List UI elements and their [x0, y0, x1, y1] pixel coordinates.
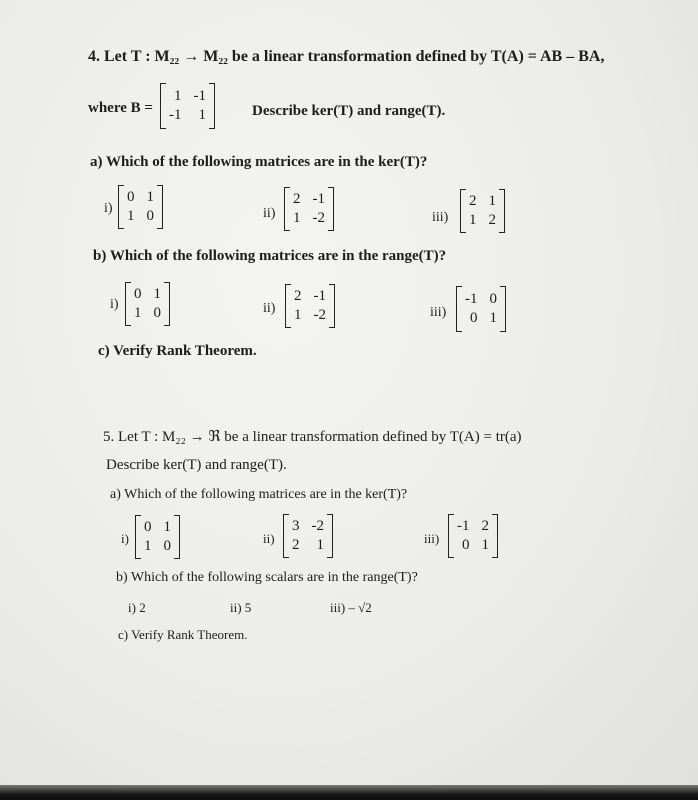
q4-part-c: c) Verify Rank Theorem.: [98, 343, 257, 359]
q5a-ii-label: ii): [263, 531, 275, 546]
matrix-entry: 1: [481, 537, 489, 553]
matrix-entry: 0: [127, 189, 135, 205]
matrix-entry: 0: [489, 291, 497, 307]
q4a-iii-matrix: [460, 190, 505, 232]
matrix-entry: 2: [488, 212, 496, 228]
matrix-entry: 0: [163, 538, 171, 554]
matrix-entry: -1: [313, 288, 326, 304]
matrix-entry: 1: [316, 537, 324, 553]
q4-describe: Describe ker(T) and range(T).: [252, 103, 446, 119]
matrix-entry: 1: [127, 208, 135, 224]
matrix-B: [160, 84, 215, 128]
q5b-ii: ii) 5: [230, 600, 252, 615]
matrix-entry: -2: [312, 210, 325, 226]
matrix-entry: 0: [146, 208, 154, 224]
q4b-i-label: i): [110, 297, 119, 312]
matrix-entry: -1: [169, 107, 182, 123]
q5a-i-label: i): [121, 531, 129, 546]
matrix-entry: 2: [293, 191, 301, 207]
matrix-entry: 2: [481, 518, 489, 534]
q5-describe: Describe ker(T) and range(T).: [106, 457, 287, 473]
q4b-iii-matrix: [456, 287, 506, 331]
matrix-entry: 0: [134, 286, 142, 302]
q4-where-label: where B =: [88, 100, 153, 116]
matrix-entry: -1: [465, 291, 478, 307]
q5b-i: i) 2: [128, 600, 146, 615]
q4-part-b: b) Which of the following matrices are in the range(T)?: [93, 248, 447, 264]
matrix-entry: 0: [470, 310, 478, 326]
q4b-ii-label: ii): [263, 301, 276, 316]
matrix-entry: -2: [313, 307, 326, 323]
matrix-entry: 0: [153, 305, 161, 321]
photo-bottom-edge: [0, 785, 698, 800]
matrix-entry: 1: [469, 212, 477, 228]
q5-part-b: b) Which of the following scalars are in the range(T)?: [116, 570, 418, 585]
matrix-entry: -2: [311, 518, 324, 534]
matrix-entry: 0: [144, 519, 152, 535]
q4b-ii-matrix: [285, 285, 335, 327]
q5-header: 5. Let T : M₂₂ → ℜ be a linear transformation defined by T(A) = tr(a): [103, 429, 522, 445]
matrix-entry: 2: [292, 537, 300, 553]
matrix-entry: 1: [293, 210, 301, 226]
matrix-entry: 0: [462, 537, 470, 553]
matrix-entry: -1: [193, 88, 206, 104]
matrix-entry: 2: [294, 288, 302, 304]
q5a-iii-label: iii): [424, 531, 440, 546]
q5b-iii: iii) – √2: [330, 600, 372, 615]
matrix-entry: 1: [153, 286, 161, 302]
q4a-i-matrix: [118, 186, 163, 228]
matrix-entry: 2: [469, 193, 477, 209]
q4b-iii-label: iii): [430, 305, 447, 320]
matrix-entry: -1: [457, 518, 470, 534]
q4a-ii-matrix: [284, 188, 334, 230]
matrix-entry: 1: [163, 519, 171, 535]
matrix-entry: -1: [312, 191, 325, 207]
q4a-ii-label: ii): [263, 206, 276, 221]
q5a-i-matrix: [135, 516, 180, 558]
q4b-i-matrix: [125, 283, 170, 325]
matrix-entry: 1: [174, 88, 182, 104]
q5-part-c: c) Verify Rank Theorem.: [118, 627, 248, 642]
matrix-entry: 1: [489, 310, 497, 326]
q5a-ii-matrix: [283, 515, 333, 557]
matrix-entry: 1: [146, 189, 154, 205]
matrix-entry: 1: [144, 538, 152, 554]
matrix-entry: 1: [294, 307, 302, 323]
q4-header: 4. Let T : M₂₂ → M₂₂ be a linear transformation defined by T(A) = AB – BA,: [88, 48, 605, 65]
matrix-entry: 3: [292, 518, 300, 534]
q5-part-a: a) Which of the following matrices are in the ker(T)?: [110, 487, 408, 502]
q4a-i-label: i): [104, 201, 113, 216]
q4-part-a: a) Which of the following matrices are in the ker(T)?: [90, 154, 428, 170]
matrix-entry: 1: [198, 107, 206, 123]
q5a-iii-matrix: [448, 515, 498, 557]
matrix-entry: 1: [134, 305, 142, 321]
q4a-iii-label: iii): [432, 210, 449, 225]
matrix-entry: 1: [488, 193, 496, 209]
